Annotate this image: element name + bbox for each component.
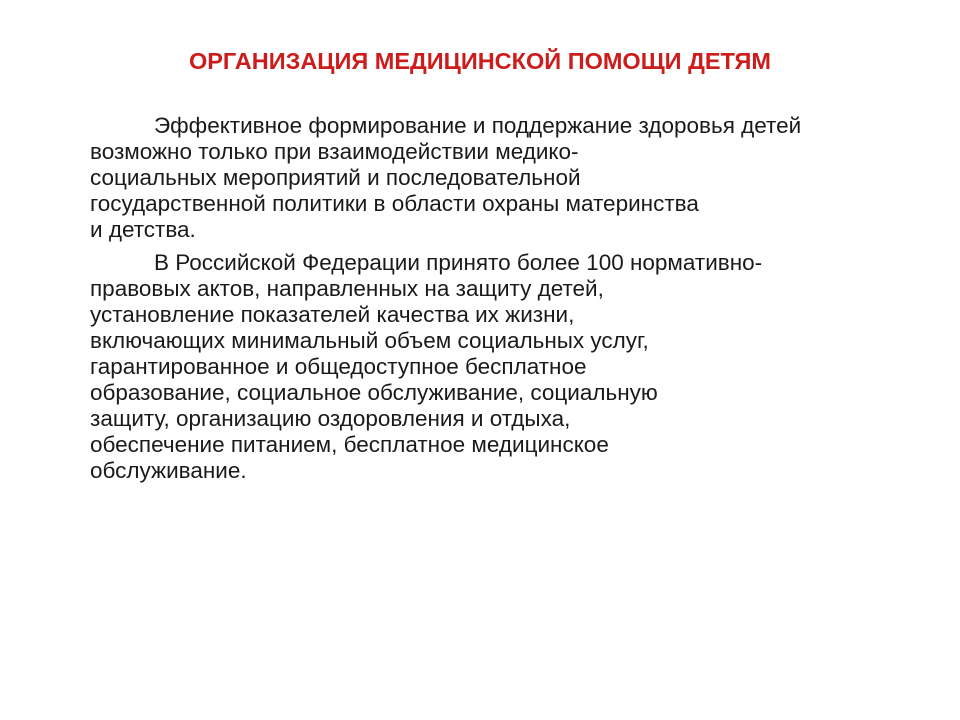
slide-body — [90, 113, 890, 491]
text-line: правовых актов, направленных на защиту детей, — [90, 276, 604, 301]
paragraph-health-formation — [90, 113, 890, 243]
text-line: государственной политики в области охраны материнства — [90, 191, 699, 216]
text-line: обслуживание. — [90, 458, 247, 483]
text-line: В Российской Федерации принято более 100 нормативно- — [154, 250, 763, 275]
text-line: и детства. — [90, 217, 196, 242]
text-line: защиту, организацию оздоровления и отдыха, — [90, 406, 571, 431]
text-line: гарантированное и общедоступное бесплатное — [90, 354, 587, 379]
text-line: включающих минимальный объем социальных услуг, — [90, 328, 649, 353]
text-line: образование, социальное обслуживание, социальную — [90, 380, 658, 405]
text-line: социальных мероприятий и последовательной — [90, 165, 581, 190]
slide-title: ОРГАНИЗАЦИЯ МЕДИЦИНСКОЙ ПОМОЩИ ДЕТЯМ — [188, 48, 772, 74]
text-line: установление показателей качества их жизни, — [90, 302, 575, 327]
text-line: обеспечение питанием, бесплатное медицинское — [90, 432, 609, 457]
text-line: Эффективное формирование и поддержание здоровья детей — [154, 113, 802, 138]
paragraph-legal-acts — [90, 250, 890, 484]
text-line: возможно только при взаимодействии медико- — [90, 139, 579, 164]
